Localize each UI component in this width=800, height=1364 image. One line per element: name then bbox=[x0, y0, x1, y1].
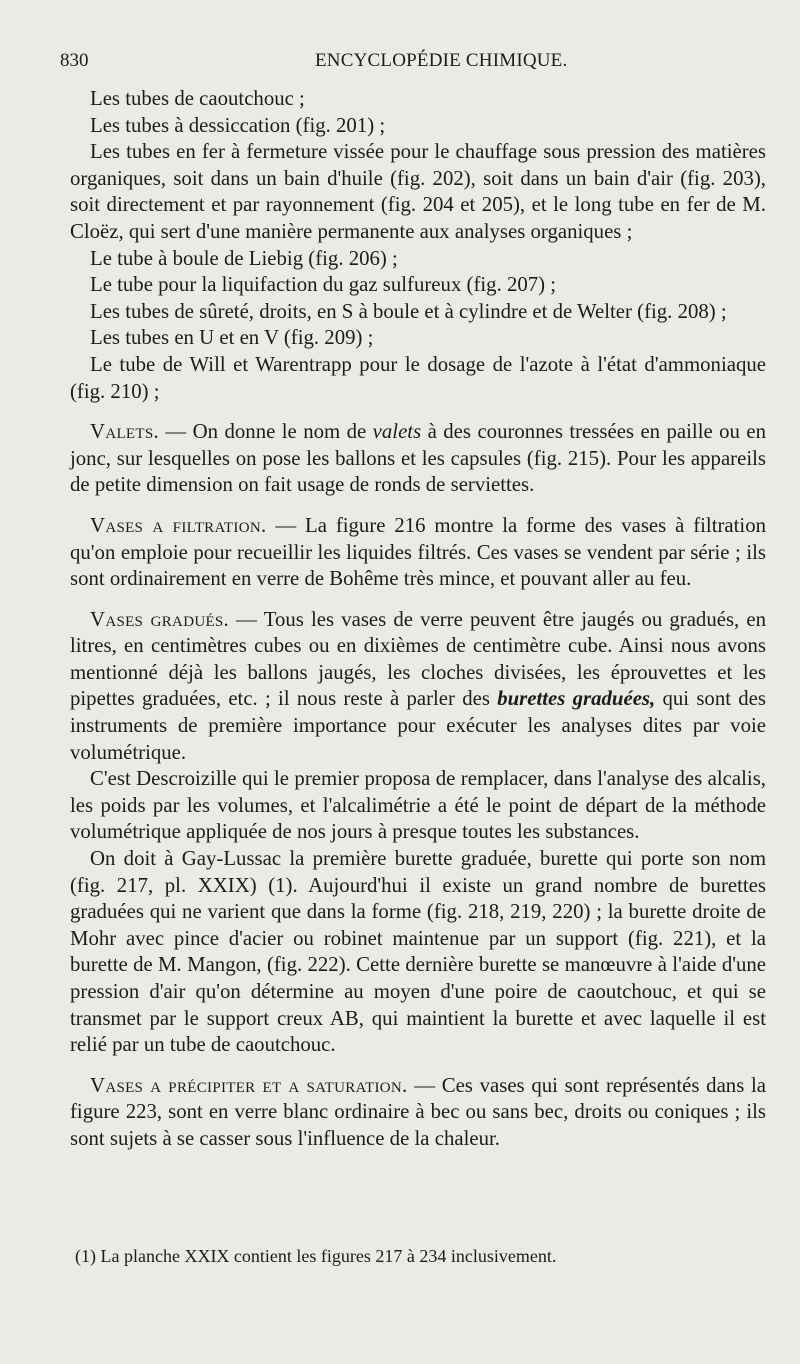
list-item: Le tube de Will et Warentrapp pour le dosage de l'azote à l'état d'ammoniaque (fig. 210) ; bbox=[70, 352, 766, 403]
section-heading: Valets. bbox=[90, 420, 159, 444]
section-text: — On donne le nom de bbox=[158, 420, 373, 444]
page-number: 830 bbox=[60, 50, 89, 71]
section-text: — La figure 216 montre la forme des vases à filtration qu'on emploie pour recueillir les liquides filtrés. Ces vases se vendent par série ; ils sont ordinairement en verre de Bohême très mince, et pouvant aller au feu. bbox=[70, 513, 766, 591]
body-text bbox=[70, 86, 766, 1153]
list-item: Le tube pour la liquifaction du gaz sulfureux (fig. 207) ; bbox=[90, 273, 557, 297]
list-item: Les tubes à dessiccation (fig. 201) ; bbox=[90, 113, 386, 137]
section-text: — Tous les vases de verre peuvent être jaugés ou gradués, en litres, en centimètres cubes ou en dixièmes de centimètre cube. Ainsi nous avons mentionné déjà les ballons jaugés, les cloches divisées, les éprouvettes et les pipettes graduées, etc. ; il nous reste à parler des bbox=[70, 607, 766, 711]
paragraph: C'est Descroizille qui le premier proposa de remplacer, dans l'analyse des alcalis, les poids par les volumes, et l'alcalimétrie a été le point de départ de la méthode volumétrique appliquée de nos jours à presque toutes les substances. bbox=[70, 767, 766, 844]
list-item: Les tubes en fer à fermeture vissée pour le chauffage sous pression des matières organiques, soit dans un bain d'huile (fig. 202), soit dans un bain d'air (fig. 203), soit directement et par rayonnement (fig. 204 et 205), et le long tube en fer de M. Cloëz, qui sert d'une manière permanente aux analyses organiques ; bbox=[70, 140, 766, 243]
section-gradues bbox=[70, 607, 766, 767]
list-item: Les tubes de sûreté, droits, en S à boule et à cylindre et de Welter (fig. 208) ; bbox=[90, 299, 727, 323]
list-item: Les tubes en U et en V (fig. 209) ; bbox=[90, 326, 374, 350]
section-heading: Vases a précipiter et a saturation. bbox=[90, 1073, 408, 1097]
footnote: (1) La planche XXIX contient les figures 217 à 234 inclusivement. bbox=[75, 1246, 557, 1266]
section-text: — Ces vases qui sont représentés dans la figure 223, sont en verre blanc ordinaire à bec ou sans bec, droits ou coniques ; ils sont sujets à se casser sous l'influence de la chaleur. bbox=[70, 1073, 766, 1150]
section-term: burettes graduées, bbox=[497, 687, 656, 711]
page-header bbox=[60, 48, 760, 76]
paragraph: On doit à Gay-Lussac la première burette graduée, burette qui porte son nom (fig. 217, pl. XXIX) (1). Aujourd'hui il existe un grand nombre de burettes graduées qui ne varient que dans la forme (fig. 218, 219, 220) ; la burette droite de Mohr avec pince d'acier ou robinet maintenue par un support (fig. 221), et la burette de M. Mangon, (fig. 222). Cette dernière burette se manœuvre à l'aide d'une pression d'air qu'on détermine au moyen d'une poire de caoutchouc, et qui se transmet par le support creux AB, qui maintient la burette et avec laquelle il est relié par un tube de caoutchouc. bbox=[70, 847, 766, 1057]
running-title: ENCYCLOPÉDIE CHIMIQUE. bbox=[315, 50, 568, 71]
list-item: Le tube à boule de Liebig (fig. 206) ; bbox=[90, 246, 398, 270]
section-text: à des couronnes tressées en paille ou en jonc, sur lesquelles on pose les ballons et les capsules (fig. 215). Pour les appareils de petite dimension on fait usage de ronds de serviettes. bbox=[70, 420, 766, 497]
section-heading: Vases gradués. bbox=[90, 607, 230, 631]
list-item: Les tubes de caoutchouc ; bbox=[90, 87, 305, 110]
section-heading: Vases a filtration. bbox=[90, 513, 267, 537]
section-term: valets bbox=[372, 420, 422, 444]
section-filtration bbox=[70, 513, 766, 593]
section-valets bbox=[70, 419, 766, 499]
section-text: qui sont des instruments de première importance pour exécuter les analyses dites par voie volumétrique. bbox=[70, 687, 766, 764]
section-precipiter bbox=[70, 1073, 766, 1153]
